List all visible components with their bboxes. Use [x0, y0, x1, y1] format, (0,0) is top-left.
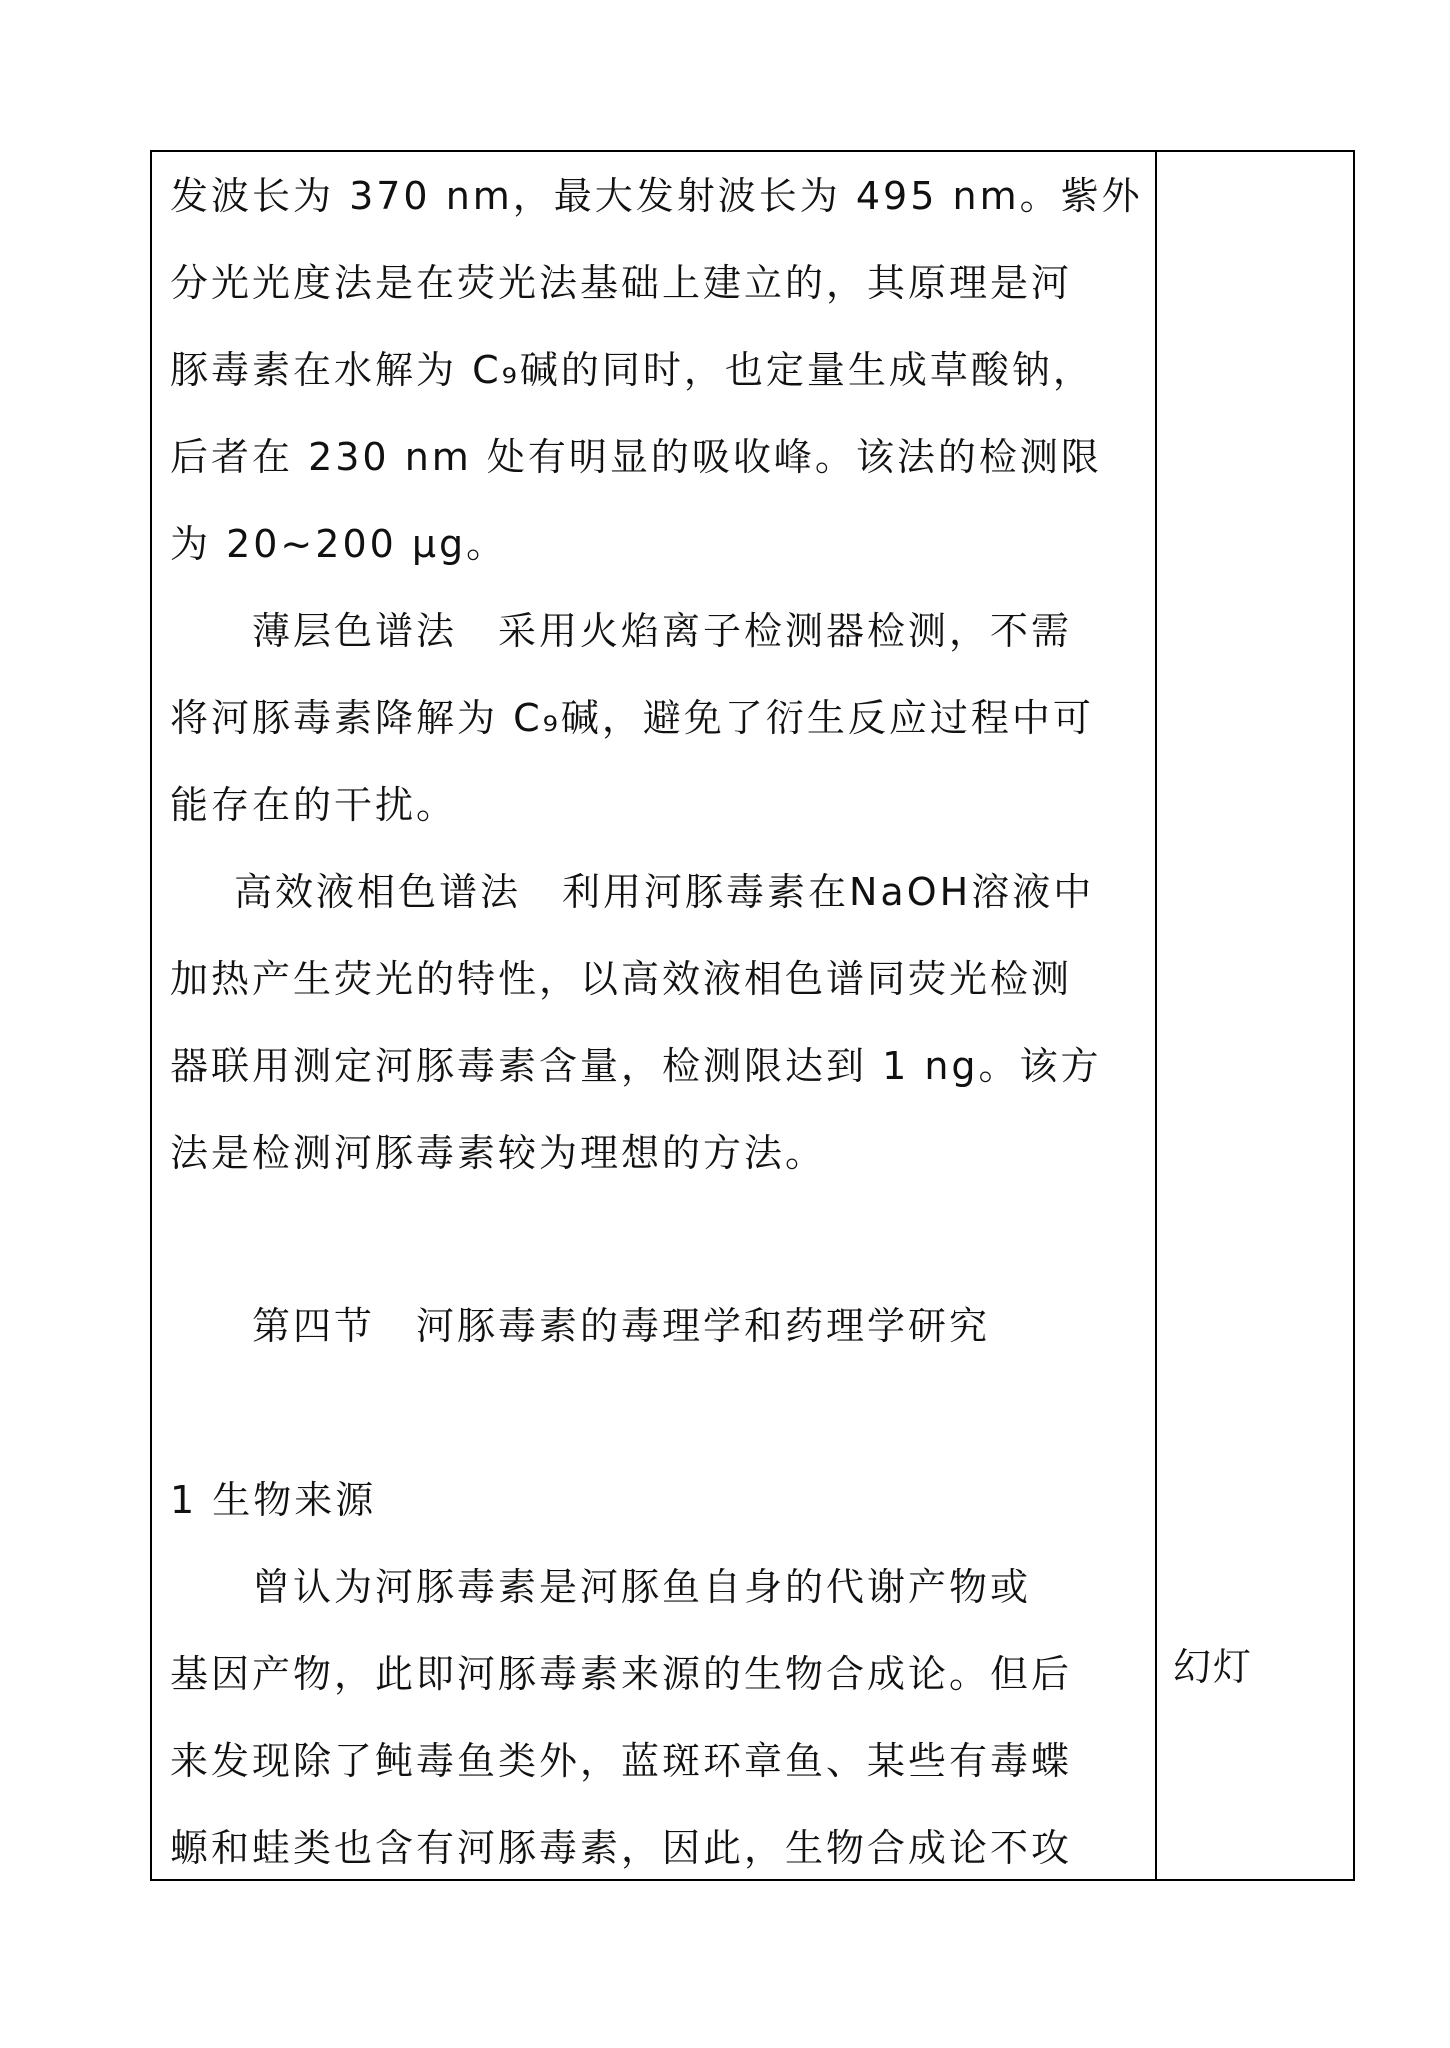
- text-line: 加热产生荧光的特性，以高效液相色谱同荧光检测: [170, 957, 1073, 1001]
- main-text-cell: [152, 152, 1155, 1879]
- paragraph-heading-tlc: 薄层色谱法 采用火焰离子检测器检测，不需: [252, 609, 1073, 653]
- side-note-label: 幻灯: [1173, 1645, 1254, 1689]
- side-note-cell: [1157, 152, 1353, 1879]
- text-line: 分光光度法是在荧光法基础上建立的，其原理是河: [170, 261, 1073, 305]
- text-line: 曾认为河豚毒素是河豚鱼自身的代谢产物或: [252, 1565, 1032, 1609]
- text-line: 豚毒素在水解为 C₉碱的同时，也定量生成草酸钠，: [170, 348, 1094, 392]
- content-table: [150, 150, 1355, 1881]
- text-line: 发波长为 370 nm，最大发射波长为 495 nm。紫外: [170, 174, 1143, 218]
- text-line: 基因产物，此即河豚毒素来源的生物合成论。但后: [170, 1652, 1073, 1696]
- text-line: 来发现除了鲀毒鱼类外，蓝斑环章鱼、某些有毒蝶: [170, 1739, 1073, 1783]
- text-line: 器联用测定河豚毒素含量，检测限达到 1 ng。该方: [170, 1044, 1102, 1088]
- subsection-heading: 1 生物来源: [170, 1478, 377, 1522]
- text-line: 将河豚毒素降解为 C₉碱，避免了衍生反应过程中可: [170, 696, 1094, 740]
- text-line: 螈和蛙类也含有河豚毒素，因此，生物合成论不攻: [170, 1826, 1073, 1870]
- text-line: 能存在的干扰。: [170, 783, 458, 827]
- paragraph-heading-hplc: 高效液相色谱法 利用河豚毒素在NaOH溶液中: [234, 870, 1095, 914]
- text-line: 法是检测河豚毒素较为理想的方法。: [170, 1131, 827, 1175]
- text-line: 后者在 230 nm 处有明显的吸收峰。该法的检测限: [170, 435, 1102, 479]
- section-title: 第四节 河豚毒素的毒理学和药理学研究: [252, 1304, 991, 1348]
- text-line: 为 20~200 μg。: [170, 522, 508, 566]
